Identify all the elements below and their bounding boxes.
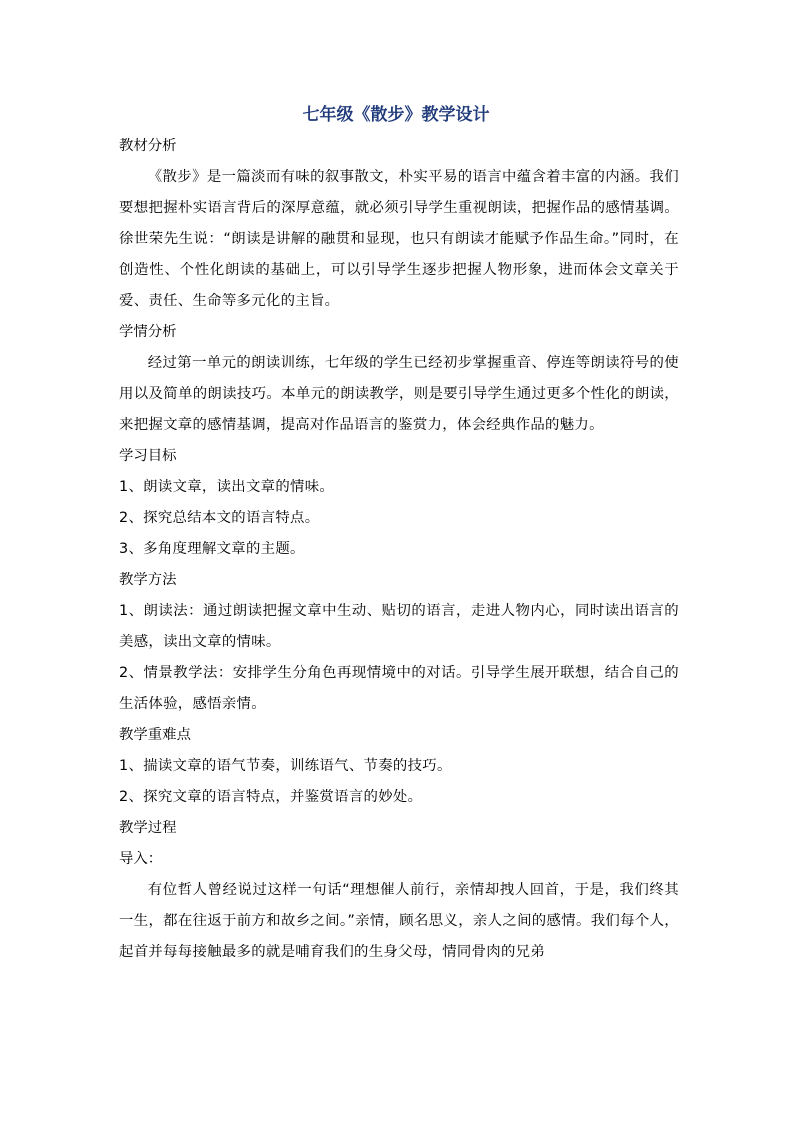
intro-paragraph: 有位哲人曾经说过这样一句话“理想催人前行，亲情却拽人回首，于是，我们终其一生，都在往返于前方和故乡之间。”亲情，顾名思义，亲人之间的感情。我们每个人，起首并每每接触最多的就是哺育我们的生身父母，情同骨肉的兄弟 <box>119 882 679 960</box>
section-heading-process: 教学过程 <box>119 820 177 836</box>
goal-item: 2、探究总结本文的语言特点。 <box>119 510 320 526</box>
student-analysis-paragraph: 经过第一单元的朗读训练，七年级的学生已经初步掌握重音、停连等朗读符号的使用以及简单的朗读技巧。本单元的朗读教学，则是要引导学生通过更多个性化的朗读，来把握文章的感情基调，提高对作品语言的鉴赏力，体会经典作品的魅力。 <box>119 355 679 433</box>
section-heading-material: 教材分析 <box>119 138 177 154</box>
keypoint-item: 1、揣读文章的语气节奏，训练语气、节奏的技巧。 <box>119 758 452 774</box>
method-item: 2、情景教学法：安排学生分角色再现情境中的对话。引导学生展开联想，结合自己的生活体验，感悟亲情。 <box>119 665 679 712</box>
section-heading-keypoints: 教学重难点 <box>119 727 191 743</box>
keypoint-item: 2、探究文章的语言特点，并鉴赏语言的妙处。 <box>119 789 423 805</box>
document-title: 七年级《散步》教学设计 <box>302 105 490 125</box>
goal-item: 1、朗读文章，读出文章的情味。 <box>119 479 335 495</box>
material-analysis-paragraph: 《散步》是一篇淡而有味的叙事散文，朴实平易的语言中蕴含着丰富的内涵。我们要想把握朴实语言背后的深厚意蕴，就必须引导学生重视朗读，把握作品的感情基调。徐世荣先生说：“朗读是讲解的融贯和显现，也只有朗读才能赋予作品生命。”同时，在创造性、个性化朗读的基础上，可以引导学生逐步把握人物形象，进而体会文章关于爱、责任、生命等多元化的主旨。 <box>119 169 679 309</box>
method-item: 1、朗读法：通过朗读把握文章中生动、贴切的语言，走进人物内心，同时读出语言的美感，读出文章的情味。 <box>119 603 679 650</box>
section-heading-students: 学情分析 <box>119 324 177 340</box>
intro-label: 导入： <box>119 851 163 867</box>
goal-item: 3、多角度理解文章的主题。 <box>119 541 305 557</box>
document-body <box>119 104 679 968</box>
section-heading-methods: 教学方法 <box>119 572 177 588</box>
section-heading-goals: 学习目标 <box>119 448 177 464</box>
